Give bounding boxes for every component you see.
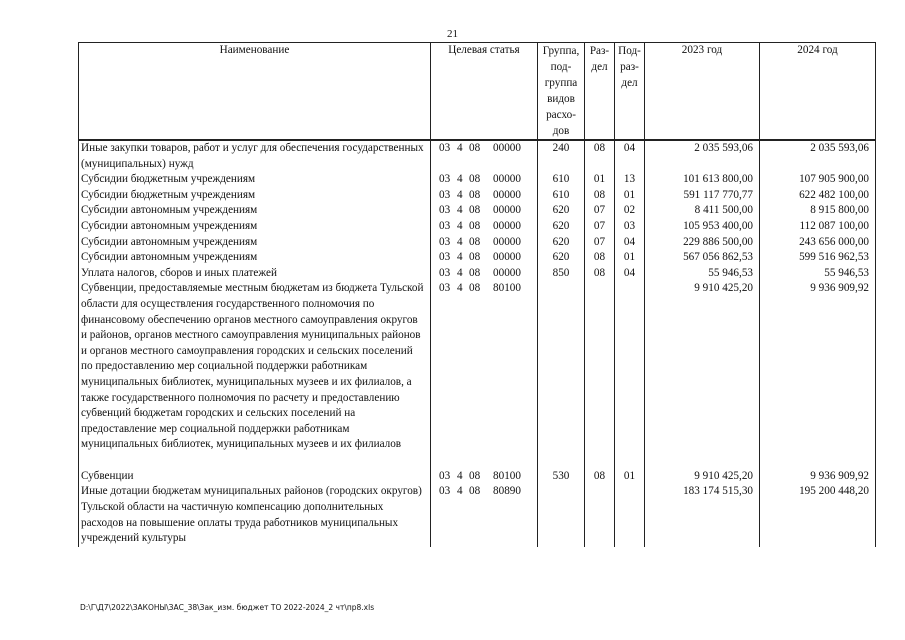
row-amount-2023: 101 613 800,00 xyxy=(645,172,760,188)
row-target-code xyxy=(431,235,538,251)
target-part: 4 xyxy=(457,251,463,264)
target-part: 08 xyxy=(469,204,481,217)
row-name: Субсидии автономным учреждениям xyxy=(79,235,431,251)
target-part: 80890 xyxy=(493,485,521,498)
table-row xyxy=(79,484,876,546)
row-target-code xyxy=(431,281,538,453)
target-part: 08 xyxy=(469,188,481,201)
table-row xyxy=(79,188,876,204)
target-part: 00000 xyxy=(493,142,521,154)
header-group-line: расхо- xyxy=(546,109,576,121)
spacer-row xyxy=(79,453,876,469)
row-section: 08 xyxy=(585,140,615,172)
row-section: 07 xyxy=(585,235,615,251)
row-name: Уплата налогов, сборов и иных платежей xyxy=(79,266,431,282)
row-subsection: 04 xyxy=(615,266,645,282)
header-name: Наименование xyxy=(79,43,431,141)
row-amount-2023: 591 117 770,77 xyxy=(645,188,760,204)
row-group: 850 xyxy=(538,266,585,282)
target-part: 03 xyxy=(439,173,451,186)
target-part: 08 xyxy=(469,235,481,248)
row-target-code xyxy=(431,266,538,282)
table-row xyxy=(79,203,876,219)
target-part: 4 xyxy=(457,219,463,232)
header-group-line: группа xyxy=(544,77,578,89)
row-subsection xyxy=(615,281,645,453)
target-part: 03 xyxy=(439,282,451,295)
row-name: Субсидии автономным учреждениям xyxy=(79,219,431,235)
target-part: 4 xyxy=(457,173,463,186)
row-amount-2024: 112 087 100,00 xyxy=(760,219,876,235)
page-number: 21 xyxy=(447,28,458,40)
row-target-code xyxy=(431,250,538,266)
row-subsection: 01 xyxy=(615,188,645,204)
target-part: 08 xyxy=(469,251,481,264)
target-part: 00000 xyxy=(493,188,521,201)
header-target: Целевая статья xyxy=(431,43,538,141)
row-amount-2023: 55 946,53 xyxy=(645,266,760,282)
target-part: 08 xyxy=(469,485,481,498)
target-part: 00000 xyxy=(493,204,521,217)
row-subsection: 01 xyxy=(615,469,645,485)
row-amount-2024: 622 482 100,00 xyxy=(760,188,876,204)
row-group: 610 xyxy=(538,188,585,204)
target-part: 4 xyxy=(457,469,463,482)
row-amount-2023: 2 035 593,06 xyxy=(645,140,760,172)
target-part: 03 xyxy=(439,188,451,201)
header-group xyxy=(538,43,585,141)
target-part: 08 xyxy=(469,282,481,295)
header-section-line: Раз- xyxy=(589,45,610,57)
table-row xyxy=(79,266,876,282)
row-name: Субсидии бюджетным учреждениям xyxy=(79,172,431,188)
header-subsection xyxy=(615,43,645,141)
row-amount-2024: 9 936 909,92 xyxy=(760,281,876,453)
target-part: 03 xyxy=(439,251,451,264)
target-part: 00000 xyxy=(493,173,521,186)
table-row xyxy=(79,219,876,235)
row-subsection: 02 xyxy=(615,203,645,219)
header-group-line: видов xyxy=(547,93,575,105)
target-part: 00000 xyxy=(493,235,521,248)
target-part: 03 xyxy=(439,469,451,482)
target-part: 00000 xyxy=(493,266,521,279)
table-row xyxy=(79,140,876,172)
row-subsection: 04 xyxy=(615,235,645,251)
row-amount-2024: 55 946,53 xyxy=(760,266,876,282)
row-amount-2024: 107 905 900,00 xyxy=(760,172,876,188)
row-amount-2024: 243 656 000,00 xyxy=(760,235,876,251)
row-section: 07 xyxy=(585,203,615,219)
header-subsection-line: дел xyxy=(621,77,638,89)
row-subsection: 03 xyxy=(615,219,645,235)
header-year-2023: 2023 год xyxy=(645,43,760,141)
target-part: 08 xyxy=(469,469,481,482)
row-amount-2023: 183 174 515,30 xyxy=(645,484,760,546)
table-row xyxy=(79,172,876,188)
row-amount-2023: 105 953 400,00 xyxy=(645,219,760,235)
target-part: 80100 xyxy=(493,469,521,482)
row-amount-2024: 195 200 448,20 xyxy=(760,484,876,546)
budget-table xyxy=(78,42,876,547)
row-target-code xyxy=(431,219,538,235)
row-section: 07 xyxy=(585,219,615,235)
header-subsection-line: раз- xyxy=(620,61,639,73)
target-part: 4 xyxy=(457,266,463,279)
target-part: 4 xyxy=(457,204,463,217)
row-target-code xyxy=(431,172,538,188)
row-group xyxy=(538,484,585,546)
target-part: 00000 xyxy=(493,219,521,232)
row-group xyxy=(538,281,585,453)
file-path-footer: D:\Г\Д7\2022\ЗАКОНЫ\ЗАС_38\Зак_изм. бюджет ТО 2022-2024_2 чт\пр8.xls xyxy=(80,603,375,612)
target-part: 4 xyxy=(457,188,463,201)
target-part: 4 xyxy=(457,142,463,154)
target-part: 80100 xyxy=(493,282,521,295)
target-part: 4 xyxy=(457,485,463,498)
row-amount-2024: 8 915 800,00 xyxy=(760,203,876,219)
row-subsection xyxy=(615,484,645,546)
row-section xyxy=(585,281,615,453)
row-subsection: 13 xyxy=(615,172,645,188)
header-group-line: под- xyxy=(550,61,572,73)
row-name: Субсидии бюджетным учреждениям xyxy=(79,188,431,204)
header-year-2024: 2024 год xyxy=(760,43,876,141)
row-target-code xyxy=(431,484,538,546)
row-target-code xyxy=(431,469,538,485)
target-part: 03 xyxy=(439,485,451,498)
row-group: 620 xyxy=(538,250,585,266)
table-row xyxy=(79,250,876,266)
row-section: 08 xyxy=(585,250,615,266)
row-subsection: 01 xyxy=(615,250,645,266)
row-group: 240 xyxy=(538,140,585,172)
row-group: 620 xyxy=(538,235,585,251)
row-amount-2023: 567 056 862,53 xyxy=(645,250,760,266)
row-section: 01 xyxy=(585,172,615,188)
row-amount-2023: 9 910 425,20 xyxy=(645,469,760,485)
row-name: Субсидии автономным учреждениям xyxy=(79,250,431,266)
row-group: 620 xyxy=(538,219,585,235)
row-subsection: 04 xyxy=(615,140,645,172)
row-section: 08 xyxy=(585,266,615,282)
row-amount-2023: 8 411 500,00 xyxy=(645,203,760,219)
row-target-code xyxy=(431,188,538,204)
target-part: 08 xyxy=(469,142,481,154)
row-name: Субвенции xyxy=(79,469,431,485)
row-name: Иные дотации бюджетам муниципальных районов (городских округов) Тульской области на частичную компенсацию дополнительных расходов на повышение оплаты труда работников муниципальных учреждений культуры xyxy=(79,484,431,546)
row-amount-2024: 599 516 962,53 xyxy=(760,250,876,266)
row-amount-2023: 9 910 425,20 xyxy=(645,281,760,453)
target-part: 00000 xyxy=(493,251,521,264)
row-name: Субсидии автономным учреждениям xyxy=(79,203,431,219)
row-amount-2024: 9 936 909,92 xyxy=(760,469,876,485)
header-section-line: дел xyxy=(591,61,608,73)
row-name: Иные закупки товаров, работ и услуг для обеспечения государственных (муниципальных) нужд xyxy=(79,140,431,172)
table-header-row xyxy=(79,43,876,141)
target-part: 03 xyxy=(439,266,451,279)
target-part: 08 xyxy=(469,173,481,186)
header-subsection-line: Под- xyxy=(618,45,641,57)
target-part: 03 xyxy=(439,204,451,217)
row-section: 08 xyxy=(585,469,615,485)
table-row xyxy=(79,469,876,485)
header-section xyxy=(585,43,615,141)
target-part: 08 xyxy=(469,219,481,232)
header-group-line: дов xyxy=(552,125,570,137)
target-part: 08 xyxy=(469,266,481,279)
row-target-code xyxy=(431,140,538,172)
row-name: Субвенции, предоставляемые местным бюджетам из бюджета Тульской области для осуществления государственного полномочия по финансовому обеспечению органов местного самоуправления округов и районов, органов местного самоуправления муниципальных районов и органов местного самоуправления городских и сельских поселений по предоставлению мер социальной поддержки работникам муниципальных библиотек, муниципальных музеев и их филиалов, а также государственного полномочия по расчету и предоставлению субвенций бюджетам городских и сельских поселений на предоставление мер социальной поддержки работникам муниципальных библиотек, муниципальных музеев и их филиалов xyxy=(79,281,431,453)
target-part: 03 xyxy=(439,142,451,154)
table-row xyxy=(79,281,876,453)
target-part: 4 xyxy=(457,282,463,295)
row-group: 620 xyxy=(538,203,585,219)
row-section xyxy=(585,484,615,546)
row-group: 610 xyxy=(538,172,585,188)
table-body xyxy=(79,140,876,547)
table-row xyxy=(79,235,876,251)
target-part: 4 xyxy=(457,235,463,248)
row-section: 08 xyxy=(585,188,615,204)
row-amount-2024: 2 035 593,06 xyxy=(760,140,876,172)
target-part: 03 xyxy=(439,235,451,248)
row-target-code xyxy=(431,203,538,219)
row-amount-2023: 229 886 500,00 xyxy=(645,235,760,251)
header-group-line: Группа, xyxy=(542,45,580,57)
target-part: 03 xyxy=(439,219,451,232)
row-group: 530 xyxy=(538,469,585,485)
